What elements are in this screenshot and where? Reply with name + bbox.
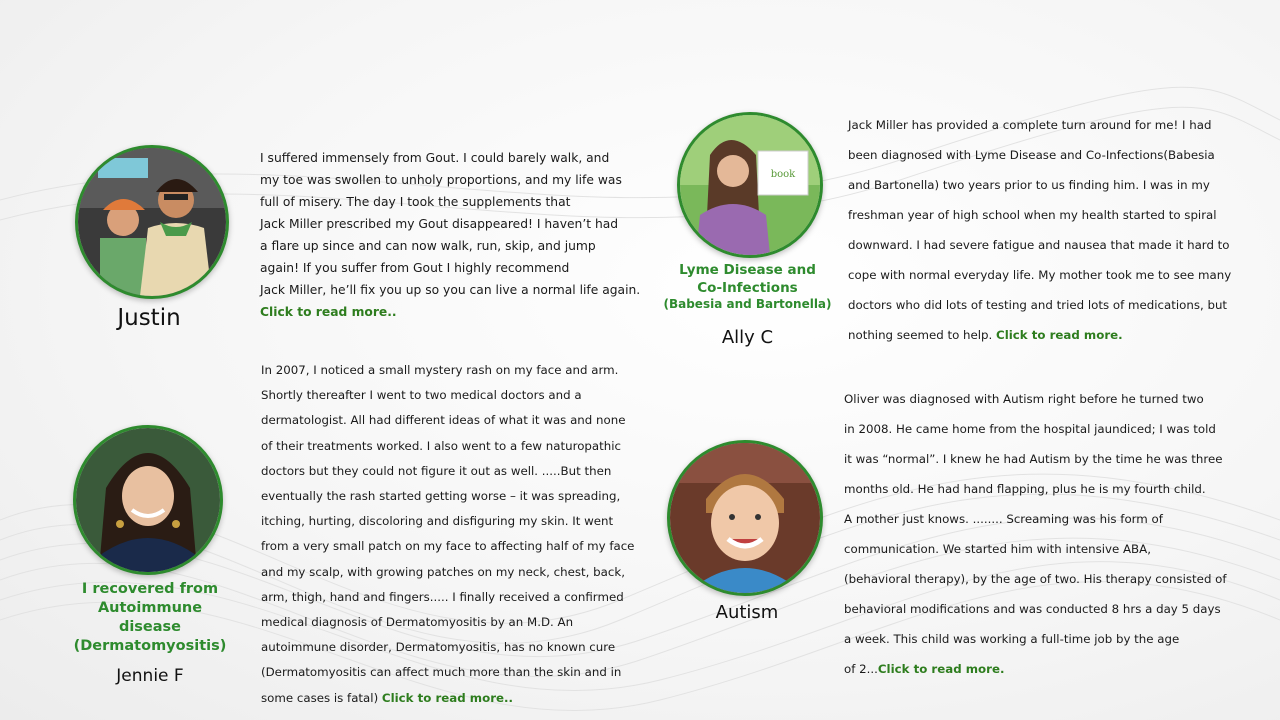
story-line: doctors but they could not figure it out as well. .....But then [261, 463, 612, 478]
jennie-story [261, 358, 634, 711]
story-line: In 2007, I noticed a small mystery rash on my face and arm. [261, 363, 619, 377]
condition-line: I recovered from [81, 581, 219, 597]
story-line: nothing seemed to help. [848, 328, 993, 342]
story-line: a flare up since and can now walk, run, skip, and jump [260, 239, 596, 253]
jennie-read-more-link[interactable]: Click to read more.. [381, 690, 513, 705]
condition-line: Lyme Disease and [679, 262, 816, 278]
condition-line: Autoimmune [97, 599, 203, 616]
story-line: autoimmune disorder, Dermatomyositis, has no known cure [261, 640, 616, 655]
autism-name: Autism [715, 602, 779, 623]
story-line: and Bartonella) two years prior to us finding him. I was in my [848, 178, 1210, 192]
story-line: medical diagnosis of Dermatomyositis by an M.D. An [261, 615, 574, 630]
story-line: from a very small patch on my face to affecting half of my face [261, 539, 635, 554]
ally-read-more-link[interactable]: Click to read more. [996, 328, 1123, 342]
autism-read-more-link[interactable]: Click to read more. [877, 662, 1005, 676]
story-line: (Dermatomyositis can affect much more than the skin and in [261, 665, 622, 680]
story-line: again! If you suffer from Gout I highly recommend [260, 261, 570, 275]
story-line: behavioral modifications and was conducted 8 hrs a day 5 days [844, 602, 1221, 616]
story-line: months old. He had hand flapping, plus he is my fourth child. [844, 482, 1206, 496]
autism-photo [667, 440, 823, 596]
story-line: a week. This child was working a full-time job by the age [844, 632, 1180, 646]
jennie-photo [73, 425, 223, 575]
story-line: Shortly thereafter I went to two medical doctors and a [261, 388, 582, 403]
story-line: Jack Miller, he’ll fix you up so you can live a normal life again. [260, 283, 641, 297]
story-line: my toe was swollen to unholy proportions, and my life was [260, 173, 622, 187]
story-line: Jack Miller prescribed my Gout disappeared! I haven’t had [260, 217, 619, 231]
ally-name: Ally C [721, 327, 774, 348]
story-line: eventually the rash started getting worse – it was spreading, [261, 489, 621, 504]
svg-text:book: book [770, 169, 796, 180]
jennie-name: Jennie F [116, 666, 184, 686]
story-line: Jack Miller has provided a complete turn around for me! I had [848, 118, 1212, 132]
story-line: been diagnosed with Lyme Disease and Co-Infections(Babesia [848, 148, 1215, 162]
justin-photo [75, 145, 229, 299]
story-line: I suffered immensely from Gout. I could barely walk, and [260, 151, 610, 165]
story-line: and my scalp, with growing patches on my neck, chest, back, [261, 564, 625, 579]
story-line: it was “normal”. I knew he had Autism by the time he was three [844, 452, 1223, 466]
ally-photo [677, 112, 823, 258]
story-line: A mother just knows. ........ Screaming was his form of [844, 512, 1163, 526]
story-line: arm, thigh, hand and fingers..... I finally received a confirmed [261, 589, 624, 604]
story-line: of 2... [844, 662, 878, 676]
story-line: itching, hurting, discoloring and disfiguring my skin. It went [261, 514, 614, 529]
story-line: cope with normal everyday life. My mother took me to see many [848, 268, 1232, 282]
condition-line: (Dermatomyositis) [73, 637, 227, 654]
justin-story [260, 147, 640, 323]
story-line: communication. We started him with intensive ABA, [844, 542, 1151, 556]
story-line: (behavioral therapy), by the age of two. His therapy consisted of [844, 572, 1227, 586]
condition-line: disease [118, 618, 182, 635]
ally-story [848, 110, 1231, 350]
story-line: doctors who did lots of testing and tried lots of medications, but [848, 298, 1228, 312]
story-line: downward. I had severe fatigue and nausea that made it hard to [848, 238, 1230, 252]
story-line: freshman year of high school when my health started to spiral [848, 208, 1217, 222]
story-line: full of misery. The day I took the supplements that [260, 195, 571, 209]
justin-read-more-link[interactable]: Click to read more.. [260, 305, 397, 319]
story-line: some cases is fatal) [261, 690, 379, 705]
story-line: dermatologist. All had different ideas of what it was and none [261, 413, 626, 428]
ally-condition [655, 262, 840, 313]
story-line: of their treatments worked. I also went to a few naturopathic [261, 438, 621, 453]
jennie-condition [70, 580, 230, 655]
autism-story [844, 384, 1227, 684]
justin-name: Justin [117, 305, 181, 331]
condition-line: Co-Infections [697, 279, 798, 296]
story-line: in 2008. He came home from the hospital jaundiced; I was told [844, 422, 1216, 436]
condition-sub: (Babesia and Bartonella) [663, 297, 832, 312]
story-line: Oliver was diagnosed with Autism right before he turned two [844, 392, 1204, 406]
